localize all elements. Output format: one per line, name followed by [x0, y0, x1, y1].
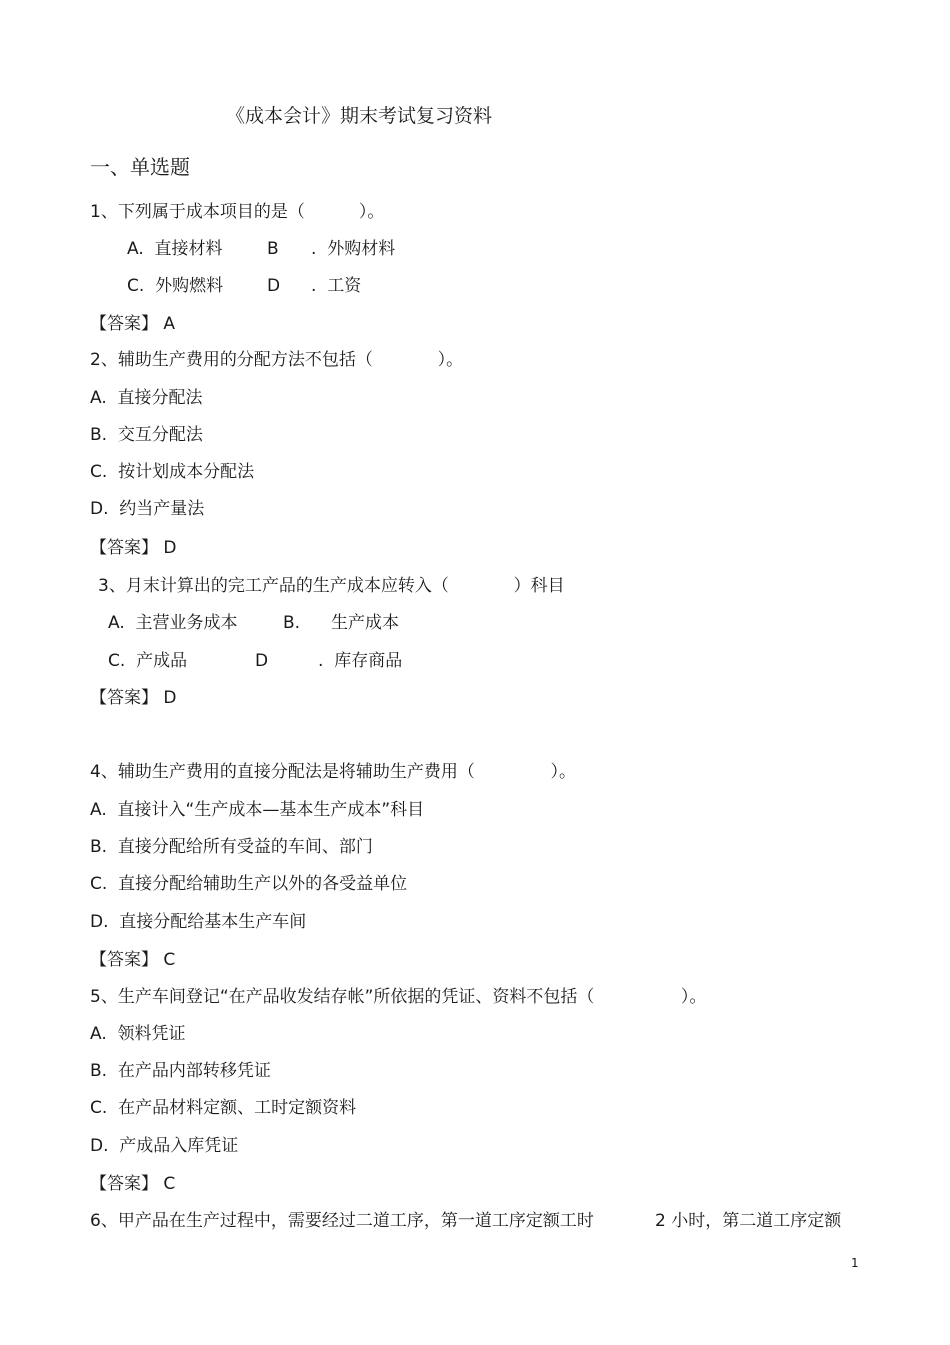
option-b-text: 生产成本 [331, 613, 399, 633]
option-b-letter: B. [283, 613, 301, 633]
option-b-text: . 外购材料 [311, 239, 396, 259]
option-c: C. 产成品 [108, 651, 188, 671]
answer: 【答案】 D [90, 538, 177, 558]
option-c: C. 外购燃料 [127, 276, 224, 296]
option-a: A. 主营业务成本 [108, 613, 238, 633]
answer: 【答案】 C [90, 1174, 176, 1194]
option-a: A. 直接计入“生产成本—基本生产成本”科目 [90, 800, 425, 820]
option-c: C. 在产品材料定额、工时定额资料 [90, 1098, 357, 1118]
option-a: A. 领料凭证 [90, 1024, 186, 1044]
option-a: A. 直接材料 [127, 239, 223, 259]
option-d: D. 直接分配给基本生产车间 [90, 912, 307, 932]
option-b-letter: B [267, 239, 279, 259]
option-c: C. 按计划成本分配法 [90, 462, 255, 482]
option-d-text: . 库存商品 [318, 651, 403, 671]
page-number: 1 [851, 1256, 859, 1270]
option-b: B. 在产品内部转移凭证 [90, 1061, 271, 1081]
option-c: C. 直接分配给辅助生产以外的各受益单位 [90, 874, 408, 894]
option-d: D. 产成品入库凭证 [90, 1136, 239, 1156]
question-stem: 5、生产车间登记“在产品收发结存帐”所依据的凭证、资料不包括（ ）。 [90, 987, 707, 1007]
option-a: A. 直接分配法 [90, 388, 203, 408]
question-stem: 2、辅助生产费用的分配方法不包括（ ）。 [90, 350, 464, 370]
option-d: D. 约当产量法 [90, 499, 205, 519]
answer: 【答案】 D [90, 688, 177, 708]
answer: 【答案】 A [90, 314, 176, 334]
option-d-text: . 工资 [311, 276, 362, 296]
option-b: B. 直接分配给所有受益的车间、部门 [90, 837, 373, 857]
question-stem: 6、甲产品在生产过程中，需要经过二道工序，第一道工序定额工时 [90, 1211, 594, 1231]
question-stem: 3、月末计算出的完工产品的生产成本应转入（ ）科目 [98, 576, 565, 596]
question-stem: 1、下列属于成本项目的是（ ）。 [90, 202, 385, 222]
question-stem-continued: 2 小时，第二道工序定额 [655, 1211, 842, 1231]
question-stem: 4、辅助生产费用的直接分配法是将辅助生产费用（ ）。 [90, 762, 576, 782]
option-d-letter: D [255, 651, 269, 671]
document-title: 《成本会计》期末考试复习资料 [226, 105, 493, 127]
section-heading: 一、单选题 [90, 155, 190, 179]
option-b: B. 交互分配法 [90, 425, 203, 445]
answer: 【答案】 C [90, 950, 176, 970]
option-d-letter: D [267, 276, 281, 296]
